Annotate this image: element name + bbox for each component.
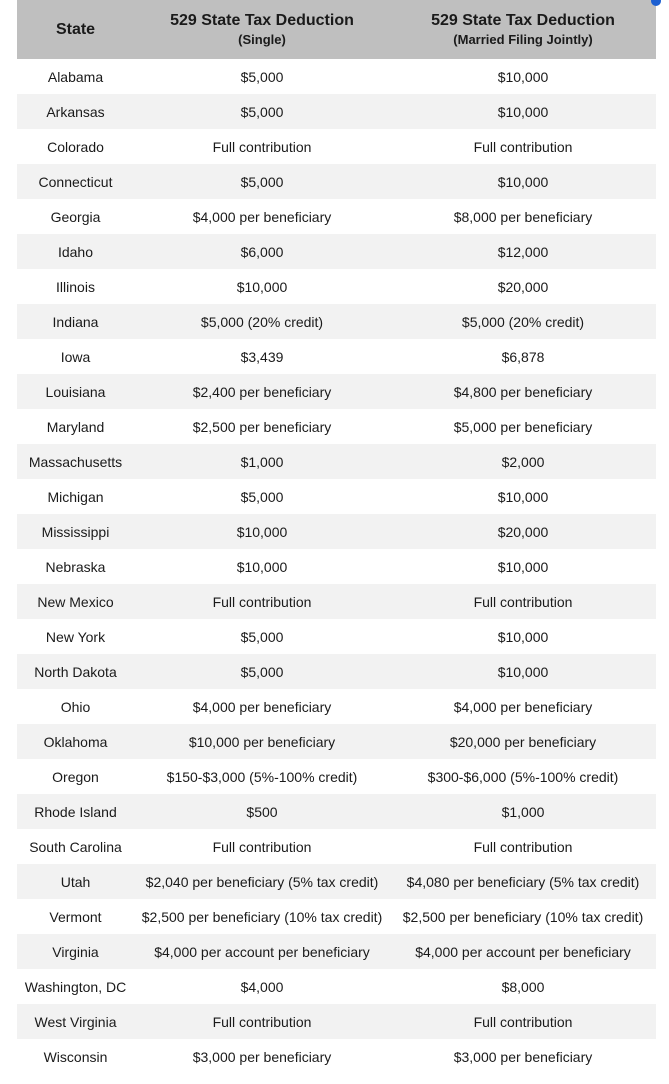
table-row (17, 234, 656, 269)
joint-cell: $4,800 per beneficiary (453, 383, 593, 400)
joint-cell: $6,878 (501, 348, 545, 365)
table-row (17, 969, 656, 1004)
single-cell: $10,000 (236, 558, 288, 575)
single-cell: $5,000 (20% credit) (200, 313, 324, 330)
state-cell: Nebraska (45, 558, 106, 575)
header-joint-title: 529 State Tax Deduction (431, 12, 615, 29)
table-row (17, 479, 656, 514)
state-cell: Rhode Island (34, 803, 117, 820)
single-cell: $150-$3,000 (5%-100% credit) (166, 768, 358, 785)
table-row (17, 584, 656, 619)
state-cell: Michigan (47, 488, 104, 505)
single-cell: $1,000 (240, 453, 284, 470)
joint-cell: $5,000 per beneficiary (453, 418, 593, 435)
table-row (17, 164, 656, 199)
joint-cell: $5,000 (20% credit) (461, 313, 585, 330)
single-cell: $5,000 (240, 173, 284, 190)
table-row (17, 619, 656, 654)
table-row (17, 829, 656, 864)
single-cell: $500 (246, 803, 278, 820)
state-cell: Colorado (47, 138, 104, 155)
single-cell: $3,439 (240, 348, 284, 365)
header-state: State (55, 20, 96, 38)
single-cell: $5,000 (240, 663, 284, 680)
state-cell: New Mexico (37, 593, 114, 610)
table-row (17, 374, 656, 409)
single-cell: $4,000 (240, 978, 284, 995)
single-cell: $2,400 per beneficiary (192, 383, 332, 400)
marker-dot-icon (651, 0, 661, 6)
joint-cell: $20,000 (497, 523, 549, 540)
table-header (17, 0, 656, 59)
single-cell: Full contribution (212, 593, 312, 610)
state-cell: Oklahoma (43, 733, 108, 750)
table-row (17, 514, 656, 549)
table-row (17, 444, 656, 479)
state-cell: Idaho (57, 243, 94, 260)
state-cell: New York (45, 628, 106, 645)
state-cell: North Dakota (34, 663, 117, 680)
state-cell: Ohio (60, 698, 91, 715)
single-cell: $5,000 (240, 68, 284, 85)
state-cell: Washington, DC (24, 978, 127, 995)
header-single-title: 529 State Tax Deduction (170, 12, 354, 29)
state-cell: Iowa (60, 348, 91, 365)
table-row (17, 409, 656, 444)
single-cell: $2,040 per beneficiary (5% tax credit) (145, 873, 379, 890)
joint-cell: $1,000 (501, 803, 545, 820)
joint-cell: Full contribution (473, 593, 573, 610)
table-row (17, 899, 656, 934)
single-cell: $4,000 per beneficiary (192, 698, 332, 715)
table-row (17, 759, 656, 794)
joint-cell: $4,000 per account per beneficiary (415, 943, 631, 960)
single-cell: $2,500 per beneficiary (10% tax credit) (141, 908, 383, 925)
joint-cell: $10,000 (497, 103, 549, 120)
state-cell: Alabama (47, 68, 104, 85)
joint-cell: $4,000 per beneficiary (453, 698, 593, 715)
joint-cell: $20,000 (497, 278, 549, 295)
header-single-subtitle: (Single) (238, 32, 286, 47)
joint-cell: $2,500 per beneficiary (10% tax credit) (402, 908, 644, 925)
state-cell: Arkansas (46, 103, 105, 120)
single-cell: $5,000 (240, 103, 284, 120)
single-cell: $10,000 per beneficiary (188, 733, 336, 750)
single-cell: Full contribution (212, 838, 312, 855)
table-row (17, 724, 656, 759)
joint-cell: $3,000 per beneficiary (453, 1048, 593, 1065)
joint-cell: $20,000 per beneficiary (449, 733, 597, 750)
state-cell: Virginia (52, 943, 99, 960)
joint-cell: $10,000 (497, 68, 549, 85)
joint-cell: $10,000 (497, 488, 549, 505)
single-cell: $3,000 per beneficiary (192, 1048, 332, 1065)
single-cell: $4,000 per account per beneficiary (154, 943, 370, 960)
state-cell: Illinois (56, 278, 95, 295)
table-row (17, 1039, 656, 1074)
table-row (17, 199, 656, 234)
table-row (17, 934, 656, 969)
joint-cell: $300-$6,000 (5%-100% credit) (427, 768, 619, 785)
table-row (17, 269, 656, 304)
state-cell: South Carolina (29, 838, 122, 855)
single-cell: $5,000 (240, 488, 284, 505)
joint-cell: $10,000 (497, 663, 549, 680)
state-cell: Louisiana (45, 383, 106, 400)
single-cell: $10,000 (236, 523, 288, 540)
deduction-table (17, 0, 656, 1074)
single-cell: Full contribution (212, 138, 312, 155)
state-cell: Indiana (52, 313, 99, 330)
table-row (17, 59, 656, 94)
table-row (17, 549, 656, 584)
table-row (17, 129, 656, 164)
state-cell: Massachusetts (28, 453, 123, 470)
state-cell: Utah (60, 873, 91, 890)
joint-cell: $10,000 (497, 558, 549, 575)
state-cell: Wisconsin (43, 1048, 108, 1065)
header-joint-subtitle: (Married Filing Jointly) (453, 32, 593, 47)
single-cell: $6,000 (240, 243, 284, 260)
joint-cell: $4,080 per beneficiary (5% tax credit) (406, 873, 640, 890)
joint-cell: $10,000 (497, 173, 549, 190)
table-body (17, 59, 656, 1074)
single-cell: $5,000 (240, 628, 284, 645)
state-cell: Georgia (50, 208, 101, 225)
table-row (17, 654, 656, 689)
joint-cell: $10,000 (497, 628, 549, 645)
joint-cell: Full contribution (473, 838, 573, 855)
state-cell: Connecticut (38, 173, 113, 190)
state-cell: West Virginia (34, 1013, 117, 1030)
state-cell: Mississippi (41, 523, 110, 540)
header-joint (390, 12, 656, 47)
table-row (17, 94, 656, 129)
joint-cell: $8,000 (501, 978, 545, 995)
single-cell: $4,000 per beneficiary (192, 208, 332, 225)
state-cell: Maryland (46, 418, 105, 435)
joint-cell: $12,000 (497, 243, 549, 260)
joint-cell: Full contribution (473, 1013, 573, 1030)
state-cell: Oregon (52, 768, 99, 785)
table-row (17, 1004, 656, 1039)
table-row (17, 689, 656, 724)
header-single (134, 12, 390, 47)
single-cell: $10,000 (236, 278, 288, 295)
table-row (17, 864, 656, 899)
joint-cell: $8,000 per beneficiary (453, 208, 593, 225)
table-row (17, 339, 656, 374)
joint-cell: Full contribution (473, 138, 573, 155)
joint-cell: $2,000 (501, 453, 545, 470)
single-cell: $2,500 per beneficiary (192, 418, 332, 435)
state-cell: Vermont (49, 908, 102, 925)
table-row (17, 304, 656, 339)
single-cell: Full contribution (212, 1013, 312, 1030)
table-row (17, 794, 656, 829)
